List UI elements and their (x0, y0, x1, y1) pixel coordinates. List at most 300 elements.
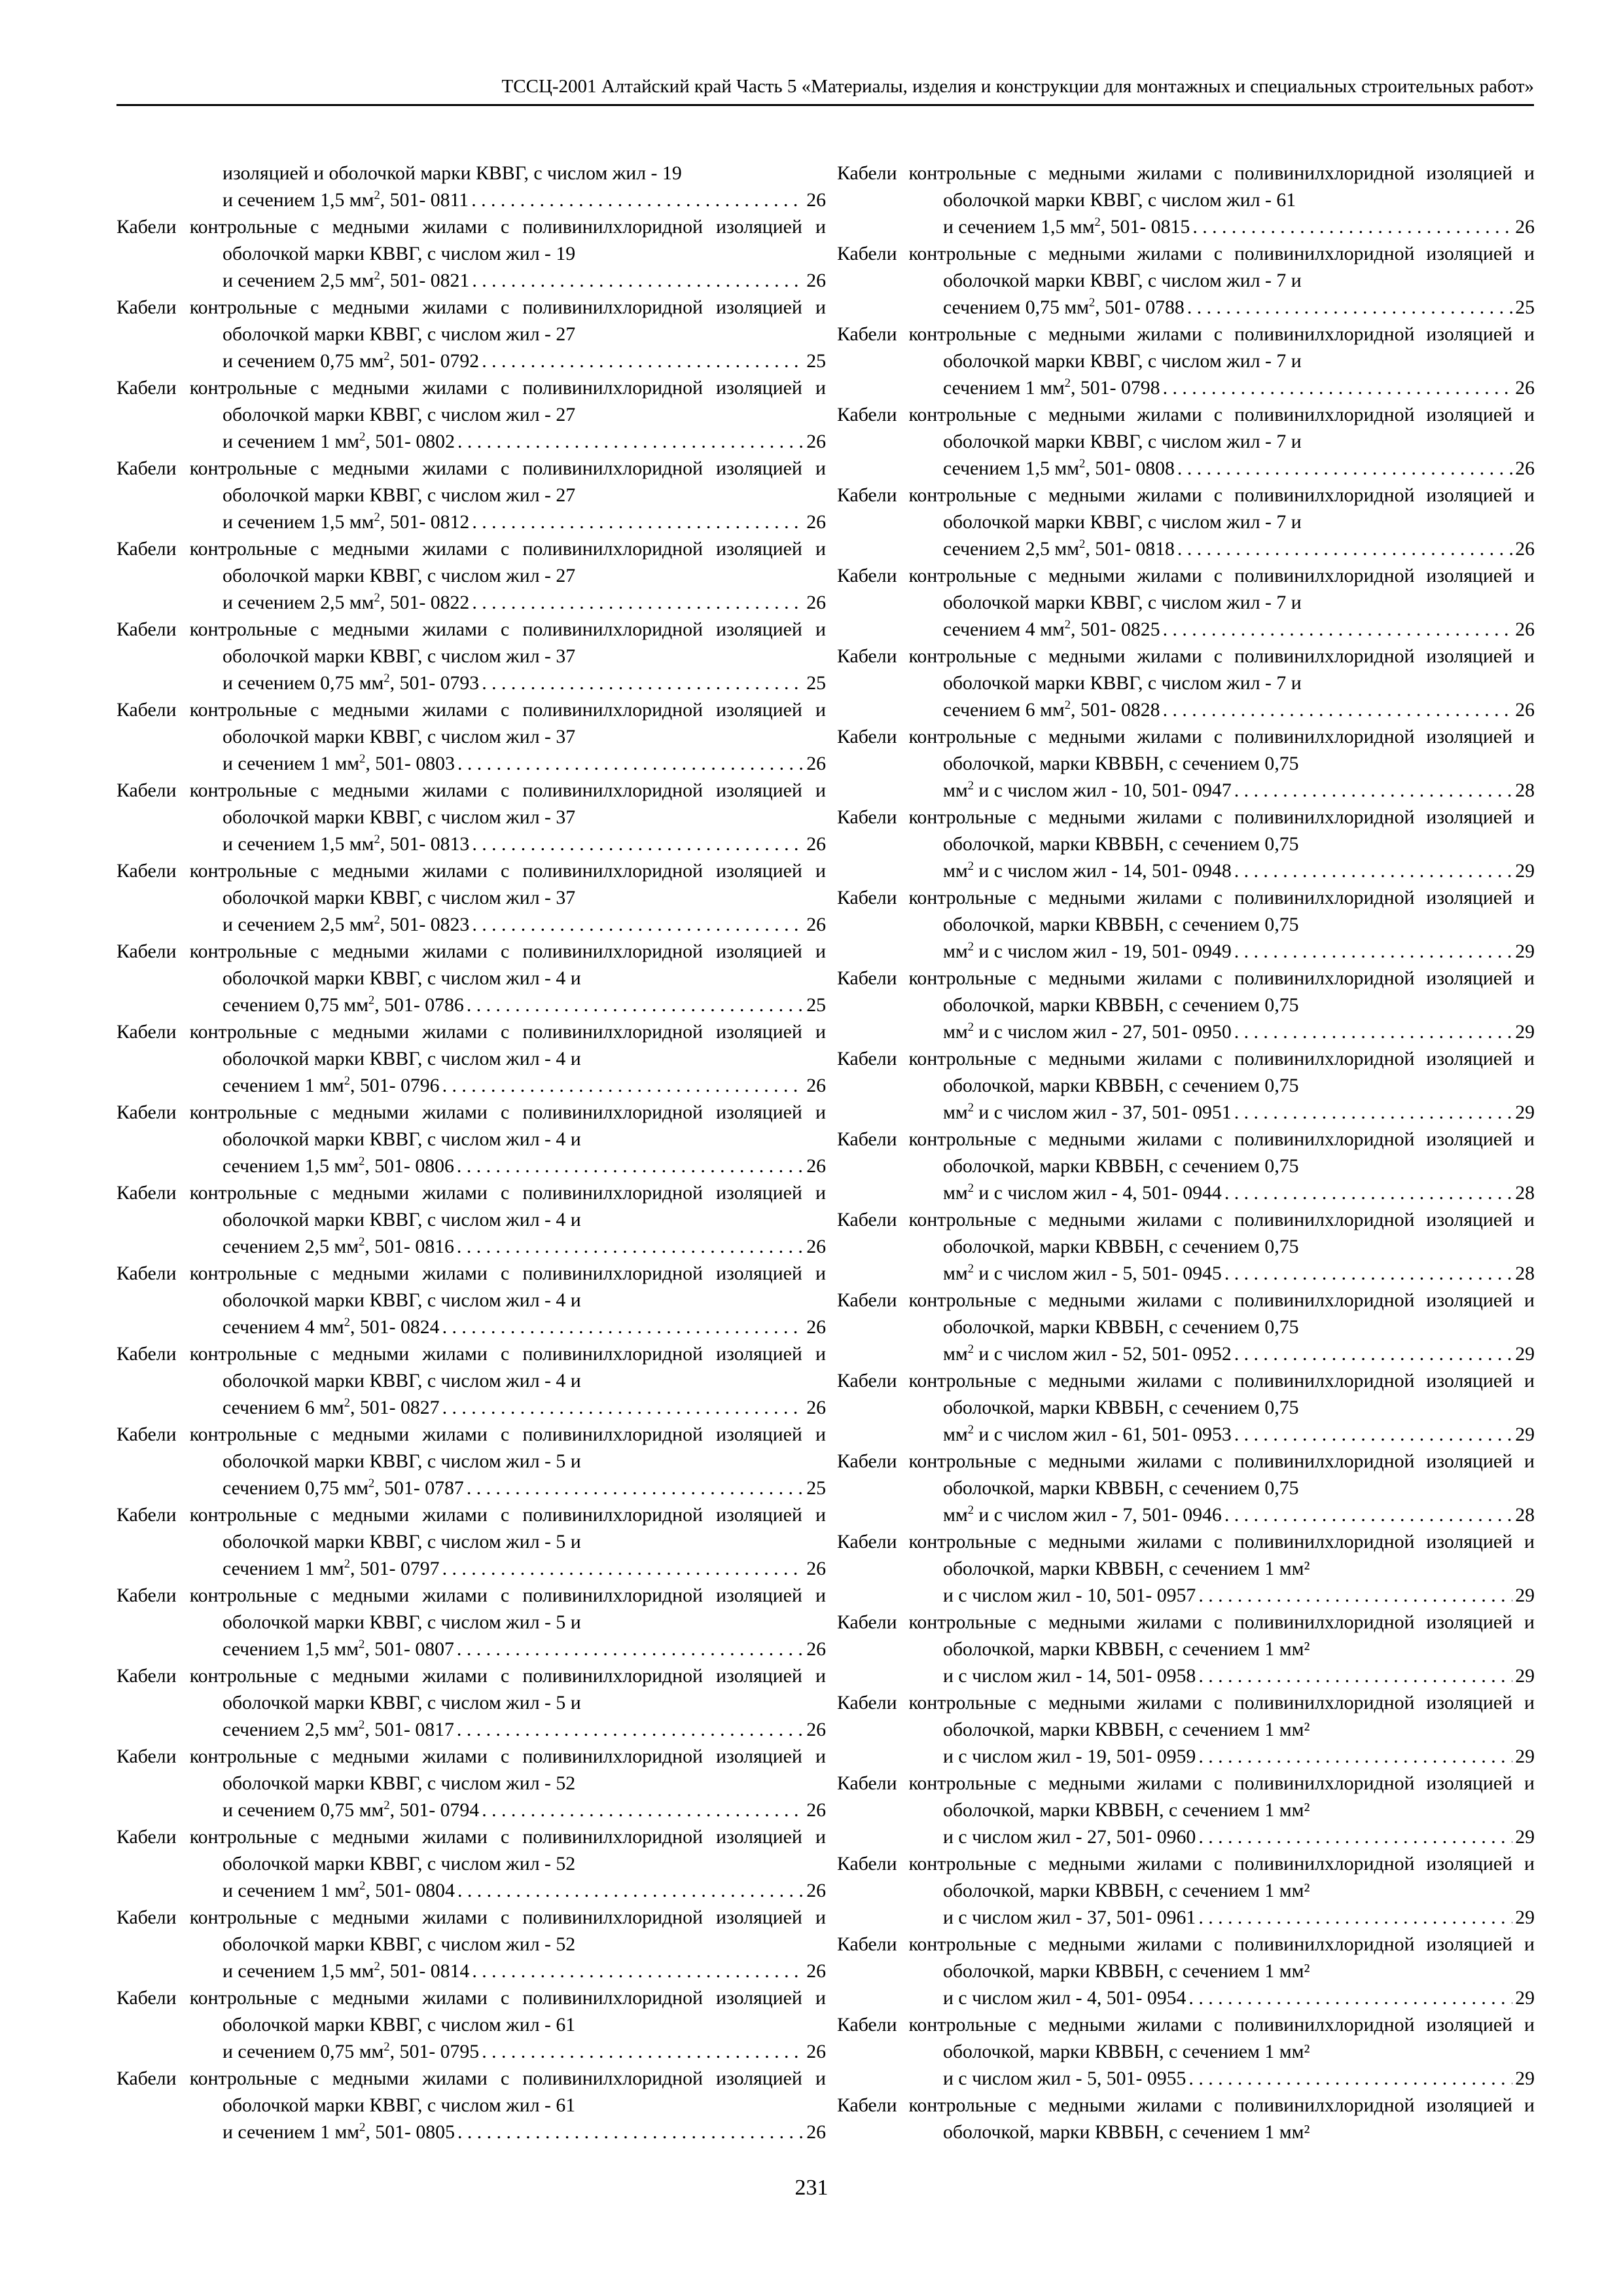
dot-leader (457, 1716, 804, 1743)
dot-leader (482, 1797, 804, 1823)
index-entry-text (116, 938, 826, 992)
entry-page-ref: 26 (806, 833, 826, 855)
entry-section: сечением 0,75 мм (943, 296, 1090, 318)
index-entry (837, 965, 1535, 1045)
dot-leader (442, 1555, 804, 1582)
entry-page-ref: 26 (806, 1155, 826, 1177)
entry-body: контрольные с медными жилами с поливинилхлоридной изоляцией и оболочкой марки КВВГ, с числом жил - 37 (189, 780, 826, 828)
entry-tail (943, 1904, 1196, 1931)
entry-section: мм (943, 941, 968, 962)
entry-page-ref: 26 (806, 511, 826, 533)
entry-reference-line (943, 696, 1535, 723)
unit-superscript: 2 (967, 940, 974, 954)
entry-lead-word: Кабели (116, 1424, 177, 1445)
index-entry-text (116, 1340, 826, 1394)
index-entry-text (116, 1662, 826, 1716)
entry-lead-word: Кабели (116, 1585, 177, 1606)
entry-page-ref: 29 (1515, 1102, 1535, 1123)
entry-body: контрольные с медными жилами с поливинилхлоридной изоляцией и оболочкой марки КВВГ, с числом жил - 7 и (908, 645, 1535, 694)
index-entry-text (116, 1823, 826, 1877)
index-entry-text (837, 1367, 1535, 1421)
index-entry-text (116, 1743, 826, 1797)
dot-leader (457, 1233, 804, 1260)
entry-section: и сечением 1 мм (223, 1880, 360, 1901)
entry-body: контрольные с медными жилами с поливинилхлоридной изоляцией и оболочкой, марки КВВБН, с сечением 0,75 (908, 1128, 1535, 1177)
entry-page-ref: 26 (806, 1316, 826, 1338)
entry-tail (943, 1018, 1232, 1045)
entry-page-ref: 26 (1515, 699, 1535, 721)
unit-superscript: 2 (359, 1235, 365, 1249)
entry-body: контрольные с медными жилами с поливинилхлоридной изоляцией и оболочкой марки КВВГ, с числом жил - 27 (189, 457, 826, 506)
index-entry-text (116, 1984, 826, 2038)
entry-reference-line (943, 1099, 1535, 1126)
unit-superscript: 2 (359, 430, 366, 444)
entry-page-ref: 29 (1515, 1343, 1535, 1365)
entry-code: , 501- 0823 (380, 914, 470, 935)
index-entry-text (116, 1099, 826, 1153)
index-entry-text (837, 1850, 1535, 1904)
entry-reference-line (943, 1260, 1535, 1287)
index-entry-text (837, 1448, 1535, 1501)
entry-reference-line (223, 1555, 826, 1582)
entry-section: мм (943, 1504, 968, 1526)
entry-section: и сечением 0,75 мм (223, 672, 384, 694)
entry-tail (223, 831, 469, 857)
entry-body: контрольные с медными жилами с поливинилхлоридной изоляцией и оболочкой марки КВВГ, с числом жил - 27 (189, 538, 826, 586)
index-entry (116, 1421, 826, 1501)
index-entry (837, 1126, 1535, 1206)
unit-superscript: 2 (374, 913, 380, 927)
entry-lead-word: Кабели (837, 1209, 897, 1230)
dot-leader (1224, 1179, 1512, 1206)
entry-code: , 501- 0794 (389, 1799, 480, 1821)
entry-reference-line (223, 1475, 826, 1501)
dot-leader (457, 2119, 804, 2145)
index-entry (116, 1501, 826, 1582)
entry-tail (943, 294, 1185, 321)
entry-lead-word: Кабели (116, 1826, 177, 1848)
entry-page-ref: 28 (1515, 780, 1535, 801)
unit-superscript: 2 (344, 1074, 350, 1088)
index-entry (116, 1984, 826, 2065)
entry-body: контрольные с медными жилами с поливинилхлоридной изоляцией и оболочкой, марки КВВБН, с сечением 0,75 (908, 726, 1535, 774)
index-entry-text (837, 240, 1535, 294)
index-column-right (837, 160, 1535, 2145)
entry-section: и сечением 1 мм (223, 2121, 360, 2143)
index-entry (837, 1367, 1535, 1448)
entry-lead-word: Кабели (116, 1343, 177, 1365)
entry-lead-word: Кабели (116, 377, 177, 399)
entry-body: контрольные с медными жилами с поливинилхлоридной изоляцией и оболочкой, марки КВВБН, с сечением 0,75 (908, 1370, 1535, 1418)
index-entry-text (116, 2065, 826, 2119)
entry-lead-word: Кабели (837, 404, 897, 425)
unit-superscript: 2 (1064, 376, 1071, 390)
index-entry-text (837, 1609, 1535, 1662)
entry-page-ref: 26 (1515, 457, 1535, 479)
entry-code: , 501- 0804 (365, 1880, 455, 1901)
entry-section: и сечением 1 мм (223, 431, 360, 452)
entry-section: мм (943, 1343, 968, 1365)
entry-lead-word: Кабели (837, 645, 897, 667)
entry-body: контрольные с медными жилами с поливинилхлоридной изоляцией и оболочкой, марки КВВБН, с сечением 0,75 (908, 1209, 1535, 1257)
entry-lead-word: Кабели (116, 619, 177, 640)
entry-tail (943, 1179, 1222, 1206)
entry-reference-line (943, 938, 1535, 965)
entry-body: контрольные с медными жилами с поливинилхлоридной изоляцией и оболочкой, марки КВВБН, с сечением 1 мм² (908, 1772, 1535, 1821)
entry-page-ref: 26 (806, 1719, 826, 1740)
entry-section: сечением 1,5 мм (223, 1638, 359, 1660)
unit-superscript: 2 (1094, 215, 1101, 229)
entry-code: и с числом жил - 52, 501- 0952 (973, 1343, 1232, 1365)
entry-tail (223, 187, 469, 213)
entry-page-ref: 26 (806, 1558, 826, 1579)
entry-page-ref: 26 (806, 1638, 826, 1660)
dot-leader (1224, 1501, 1512, 1528)
entry-body: контрольные с медными жилами с поливинилхлоридной изоляцией и оболочкой марки КВВГ, с числом жил - 5 и (189, 1424, 826, 1472)
index-entry-text (837, 1528, 1535, 1582)
index-entry (837, 1689, 1535, 1770)
index-entry-text (116, 213, 826, 267)
entry-code: , 501- 0812 (380, 511, 470, 533)
entry-tail (223, 1555, 440, 1582)
entry-lead-word: Кабели (116, 780, 177, 801)
entry-body: контрольные с медными жилами с поливинилхлоридной изоляцией и оболочкой марки КВВГ, с числом жил - 4 и (189, 1182, 826, 1230)
index-entry (116, 374, 826, 455)
entry-section: сечением 1 мм (943, 377, 1065, 399)
entry-reference-line (223, 589, 826, 616)
entry-body: контрольные с медными жилами с поливинилхлоридной изоляцией и оболочкой, марки КВВБН, с сечением 1 мм² (908, 2014, 1535, 2062)
index-entry (837, 804, 1535, 884)
entry-reference-line (223, 2038, 826, 2065)
entry-tail (223, 1716, 454, 1743)
index-entry (116, 1662, 826, 1743)
entry-body: контрольные с медными жилами с поливинилхлоридной изоляцией и оболочкой марки КВВГ, с числом жил - 61 (189, 1987, 826, 2036)
index-entry (116, 535, 826, 616)
entry-section: сечением 4 мм (943, 619, 1065, 640)
header-rule (116, 104, 1534, 106)
unit-superscript: 2 (967, 1181, 974, 1195)
entry-page-ref: 29 (1515, 1746, 1535, 1767)
entry-lead-word: Кабели (837, 1128, 897, 1150)
entry-section: сечением 2,5 мм (943, 538, 1080, 560)
entry-section: сечением 1 мм (223, 1558, 344, 1579)
entry-section: и сечением 1,5 мм (223, 1960, 374, 1982)
entry-section: сечением 2,5 мм (223, 1719, 359, 1740)
entry-section: и с числом жил - 10, 501- 0957 (943, 1585, 1196, 1606)
index-entry-text (837, 1045, 1535, 1099)
entry-lead-word: Кабели (116, 860, 177, 882)
entry-section: сечением 0,75 мм (223, 1477, 369, 1499)
index-entry-text (837, 1931, 1535, 1984)
entry-page-ref: 26 (1515, 538, 1535, 560)
index-entry-text (837, 321, 1535, 374)
entry-lead-word: Кабели (116, 216, 177, 238)
entry-reference-line (943, 1823, 1535, 1850)
dot-leader (1234, 1099, 1512, 1126)
entry-reference-line (943, 616, 1535, 643)
entry-lead-word: Кабели (837, 2014, 897, 2036)
dot-leader (1198, 1823, 1512, 1850)
index-entry (116, 2065, 826, 2145)
index-entry (116, 777, 826, 857)
entry-page-ref: 26 (1515, 216, 1535, 238)
dot-leader (1163, 696, 1513, 723)
entry-body: контрольные с медными жилами с поливинилхлоридной изоляцией и оболочкой, марки КВВБН, с сечением 0,75 (908, 1048, 1535, 1096)
index-entry-text (223, 160, 826, 187)
dot-leader (442, 1072, 804, 1099)
entry-reference-line (223, 509, 826, 535)
dot-leader (1177, 535, 1512, 562)
entry-code: и с числом жил - 5, 501- 0945 (973, 1263, 1222, 1284)
entry-section: сечением 1,5 мм (943, 457, 1080, 479)
dot-leader (1224, 1260, 1512, 1287)
entry-code: и с числом жил - 27, 501- 0950 (973, 1021, 1232, 1043)
entry-tail (943, 1662, 1196, 1689)
entry-page-ref: 28 (1515, 1504, 1535, 1526)
entry-tail (943, 1823, 1196, 1850)
entry-code: и с числом жил - 14, 501- 0948 (973, 860, 1232, 882)
entry-tail (943, 1743, 1196, 1770)
entry-page-ref: 26 (806, 1880, 826, 1901)
entry-body: контрольные с медными жилами с поливинилхлоридной изоляцией и оболочкой, марки КВВБН, с сечением 0,75 (908, 887, 1535, 935)
index-entry-text (837, 160, 1535, 213)
entry-reference-line (943, 294, 1535, 321)
entry-code: , 501- 0825 (1071, 619, 1160, 640)
entry-reference-line (223, 1233, 826, 1260)
entry-lead-word: Кабели (837, 1853, 897, 1874)
index-entry-text (837, 1287, 1535, 1340)
entry-page-ref: 28 (1515, 1182, 1535, 1204)
index-entry (116, 857, 826, 938)
entry-reference-line (223, 750, 826, 777)
entry-lead-word: Кабели (837, 806, 897, 828)
dot-leader (1177, 455, 1512, 482)
entry-lead-word: Кабели (837, 1370, 897, 1391)
entry-lead-word: Кабели (837, 1450, 897, 1472)
entry-tail (223, 1475, 464, 1501)
unit-superscript: 2 (344, 1316, 350, 1329)
entry-tail (223, 750, 455, 777)
index-entry (837, 1770, 1535, 1850)
entry-lead-word: Кабели (837, 565, 897, 586)
entry-lead-word: Кабели (116, 1504, 177, 1526)
entry-body: контрольные с медными жилами с поливинилхлоридной изоляцией и оболочкой марки КВВГ, с числом жил - 7 и (908, 243, 1535, 291)
dot-leader (1163, 616, 1513, 643)
unit-superscript: 2 (374, 188, 380, 202)
index-entry-text (837, 1689, 1535, 1743)
entry-reference-line (223, 348, 826, 374)
entry-body: контрольные с медными жилами с поливинилхлоридной изоляцией и оболочкой марки КВВГ, с числом жил - 5 и (189, 1585, 826, 1633)
unit-superscript: 2 (359, 752, 366, 766)
index-entry-text (837, 643, 1535, 696)
entry-tail (943, 1582, 1196, 1609)
index-entry (116, 1099, 826, 1179)
dot-leader (1234, 777, 1512, 804)
entry-code: , 501- 0795 (389, 2041, 480, 2062)
entry-section: и сечением 1 мм (223, 753, 360, 774)
index-entry (837, 160, 1535, 240)
entry-reference-line (223, 1716, 826, 1743)
entry-code: и с числом жил - 37, 501- 0951 (973, 1102, 1232, 1123)
entry-lead-word: Кабели (116, 1746, 177, 1767)
entry-body: контрольные с медными жилами с поливинилхлоридной изоляцией и оболочкой марки КВВГ, с числом жил - 37 (189, 619, 826, 667)
entry-section: и с числом жил - 27, 501- 0960 (943, 1826, 1196, 1848)
entry-code: , 501- 0822 (380, 592, 470, 613)
entry-lead-word: Кабели (837, 1531, 897, 1552)
entry-reference-line (223, 1153, 826, 1179)
index-entry-text (837, 1770, 1535, 1823)
entry-reference-line (223, 911, 826, 938)
index-entry-text (116, 616, 826, 670)
entry-page-ref: 25 (806, 672, 826, 694)
index-entry (116, 294, 826, 374)
entry-section: сечением 0,75 мм (223, 994, 369, 1016)
dot-leader (1234, 938, 1512, 965)
index-entry-text (837, 401, 1535, 455)
entry-code: , 501- 0816 (365, 1236, 454, 1257)
entry-reference-line (223, 831, 826, 857)
index-entry-text (116, 1018, 826, 1072)
index-entry-text (116, 777, 826, 831)
entry-body: контрольные с медными жилами с поливинилхлоридной изоляцией и оболочкой, марки КВВБН, с сечением 1 мм² (908, 1531, 1535, 1579)
index-entry (116, 1179, 826, 1260)
entry-reference-line (943, 1662, 1535, 1689)
dot-leader (457, 1636, 804, 1662)
entry-lead-word: Кабели (837, 887, 897, 908)
entry-page-ref: 25 (806, 994, 826, 1016)
unit-superscript: 2 (368, 1477, 375, 1490)
index-entry-text (116, 1421, 826, 1475)
entry-page-ref: 25 (806, 350, 826, 372)
unit-superscript: 2 (967, 1503, 974, 1517)
index-entry (837, 482, 1535, 562)
entry-section: и с числом жил - 4, 501- 0954 (943, 1987, 1186, 2009)
entry-tail (223, 1153, 454, 1179)
index-entry (837, 2011, 1535, 2092)
entry-section: и сечением 1,5 мм (223, 189, 374, 211)
entry-lead-word: Кабели (837, 484, 897, 506)
entry-lead-word: Кабели (837, 1772, 897, 1794)
entry-reference-line (943, 1984, 1535, 2011)
entry-reference-line (943, 1018, 1535, 1045)
dot-leader (457, 750, 804, 777)
unit-superscript: 2 (1089, 296, 1096, 310)
entry-body: контрольные с медными жилами с поливинилхлоридной изоляцией и оболочкой марки КВВГ, с числом жил - 4 и (189, 941, 826, 989)
entry-body: контрольные с медными жилами с поливинилхлоридной изоляцией и оболочкой марки КВВГ, с числом жил - 61 (189, 2068, 826, 2116)
dot-leader (471, 187, 804, 213)
entry-body: контрольные с медными жилами с поливинилхлоридной изоляцией и оболочкой марки КВВГ, с числом жил - 4 и (189, 1343, 826, 1391)
unit-superscript: 2 (967, 859, 974, 873)
entry-code: и с числом жил - 10, 501- 0947 (973, 780, 1232, 801)
dot-leader (457, 428, 804, 455)
index-entry (837, 643, 1535, 723)
index-entry (116, 1340, 826, 1421)
index-entry (837, 1448, 1535, 1528)
entry-code: , 501- 0811 (380, 189, 469, 211)
entry-section: мм (943, 1424, 968, 1445)
entry-page-ref: 25 (1515, 296, 1535, 318)
index-entry-text (116, 696, 826, 750)
entry-reference-line (943, 535, 1535, 562)
entry-tail (223, 267, 469, 294)
entry-code: , 501- 0787 (374, 1477, 464, 1499)
entry-code: , 501- 0828 (1071, 699, 1160, 721)
entry-section: и сечением 1,5 мм (223, 833, 374, 855)
index-entry (837, 1206, 1535, 1287)
entry-page-ref: 26 (806, 2121, 826, 2143)
entry-code: , 501- 0803 (365, 753, 455, 774)
entry-code: , 501- 0818 (1085, 538, 1175, 560)
entry-lead-word: Кабели (837, 1933, 897, 1955)
entry-page-ref: 26 (806, 431, 826, 452)
entry-body: контрольные с медными жилами с поливинилхлоридной изоляцией и оболочкой марки КВВГ, с числом жил - 5 и (189, 1665, 826, 1713)
entry-body: контрольные с медными жилами с поливинилхлоридной изоляцией и оболочкой марки КВВГ, с числом жил - 52 (189, 1907, 826, 1955)
entry-section: сечением 4 мм (223, 1316, 344, 1338)
dot-leader (1234, 857, 1512, 884)
index-entry (116, 455, 826, 535)
entry-page-ref: 26 (806, 270, 826, 291)
entry-page-ref: 26 (806, 1236, 826, 1257)
unit-superscript: 2 (359, 1879, 366, 1893)
entry-section: сечением 6 мм (223, 1397, 344, 1418)
entry-tail (943, 616, 1160, 643)
entry-section: мм (943, 1021, 968, 1043)
dot-leader (1163, 374, 1513, 401)
entry-reference-line (943, 213, 1535, 240)
index-entry (116, 1823, 826, 1904)
entry-tail (223, 1072, 440, 1099)
unit-superscript: 2 (374, 591, 380, 605)
entry-tail (223, 348, 479, 374)
entry-body: контрольные с медными жилами с поливинилхлоридной изоляцией и оболочкой марки КВВГ, с числом жил - 52 (189, 1826, 826, 1874)
unit-superscript: 2 (967, 1262, 974, 1276)
entry-code: , 501- 0788 (1095, 296, 1185, 318)
index-entry-text (116, 535, 826, 589)
unit-superscript: 2 (383, 350, 390, 363)
entry-code: , 501- 0813 (380, 833, 470, 855)
index-entry-text (837, 482, 1535, 535)
index-entry (116, 1582, 826, 1662)
entry-body: контрольные с медными жилами с поливинилхлоридной изоляцией и оболочкой марки КВВГ, с числом жил - 4 и (189, 1263, 826, 1311)
entry-code: , 501- 0802 (365, 431, 455, 452)
entry-code: , 501- 0807 (365, 1638, 454, 1660)
entry-tail (223, 1797, 479, 1823)
index-entry-text (116, 1904, 826, 1958)
index-entry-text (116, 1260, 826, 1314)
index-entry (116, 1904, 826, 1984)
entry-page-ref: 29 (1515, 2068, 1535, 2089)
index-entry (837, 401, 1535, 482)
index-entry-text (116, 857, 826, 911)
entry-lead-word: Кабели (116, 296, 177, 318)
entry-section: сечением 1,5 мм (223, 1155, 359, 1177)
entry-reference-line (943, 777, 1535, 804)
entry-code: , 501- 0817 (365, 1719, 454, 1740)
entry-tail (943, 535, 1175, 562)
entry-page-ref: 26 (1515, 377, 1535, 399)
page-header: ТССЦ-2001 Алтайский край Часть 5 «Материалы, изделия и конструкции для монтажных и специальных строительных работ» (501, 76, 1534, 97)
entry-code: , 501- 0827 (350, 1397, 440, 1418)
dot-leader (482, 670, 804, 696)
entry-tail (943, 1501, 1222, 1528)
unit-superscript: 2 (967, 1020, 974, 1034)
index-entry-text (837, 562, 1535, 616)
unit-superscript: 2 (359, 1718, 365, 1732)
entry-page-ref: 26 (806, 1075, 826, 1096)
entry-section: сечением 6 мм (943, 699, 1065, 721)
dot-leader (442, 1314, 804, 1340)
entry-lead-word: Кабели (116, 2068, 177, 2089)
